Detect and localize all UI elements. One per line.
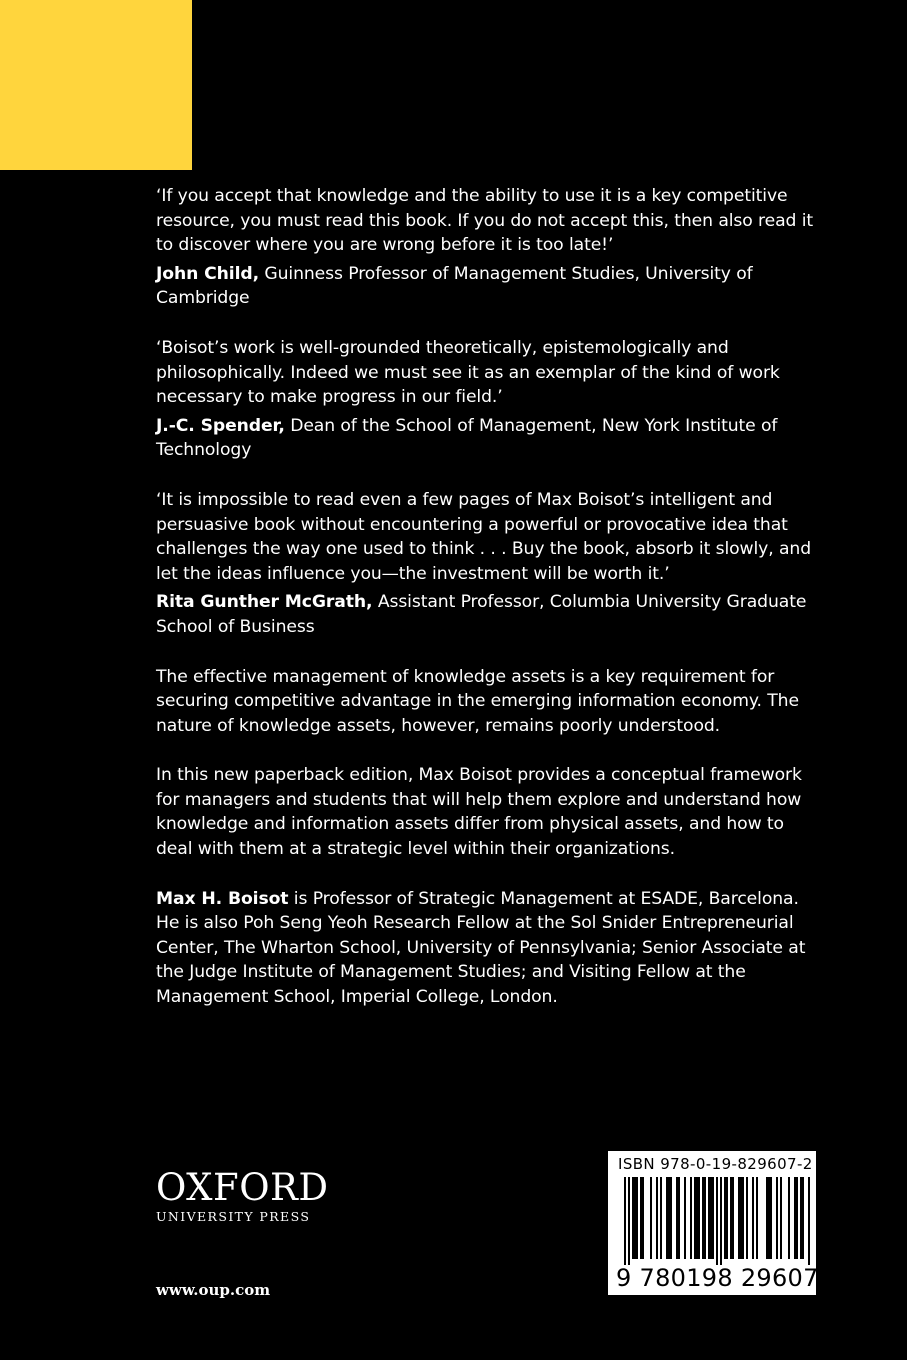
description-paragraph-2: In this new paperback edition, Max Boisot provides a conceptual framework for managers and students that will help them explore and understand how knowledge and information assets differ from physical assets, and how to deal with them at a strategic level within their organizations. [156, 765, 802, 860]
barcode-bar [640, 1177, 642, 1259]
barcode-bar [666, 1177, 668, 1259]
barcode-bar [726, 1177, 728, 1259]
endorser-name: John Child, [156, 263, 260, 284]
barcode-bar [740, 1177, 742, 1259]
endorsement-1 [156, 184, 816, 311]
barcode-bar [752, 1177, 754, 1259]
endorsement-quote: ‘It is impossible to read even a few pages of Max Boisot’s intelligent and persuasive book without encountering a powerful or provocative idea that challenges the way one used to think . . . Buy the book, absorb it slowly, and let the ideas influence you—the investment will be worth it.’ [156, 489, 812, 584]
author-name: Max H. Boisot [156, 888, 289, 909]
barcode-bar [690, 1177, 692, 1259]
publisher-website: www.oup.com [156, 1281, 271, 1299]
isbn-label: ISBN 978-0-19-829607-2 [618, 1155, 813, 1173]
publisher-name: OXFORD [156, 1166, 329, 1209]
barcode-bar [808, 1177, 810, 1265]
barcode-bars [612, 1177, 812, 1265]
barcode-bar [634, 1177, 636, 1259]
back-cover-text [156, 184, 816, 1010]
barcode-bar [684, 1177, 686, 1259]
barcode-bar [776, 1177, 778, 1259]
barcode-bar [708, 1177, 710, 1259]
barcode-bar [678, 1177, 680, 1259]
isbn-barcode [608, 1151, 835, 1295]
barcode-bar [756, 1177, 758, 1259]
barcode-bar [698, 1177, 700, 1259]
barcode-bar [694, 1177, 696, 1259]
barcode-bar [780, 1177, 782, 1259]
endorser-title: Assistant Professor, Columbia University Graduate School of Business [156, 592, 807, 637]
barcode-bar [696, 1177, 698, 1259]
barcode-bar [636, 1177, 638, 1259]
barcode-bar [800, 1177, 802, 1259]
endorser-title: Dean of the School of Management, New York Institute of Technology [156, 415, 778, 461]
description-paragraph-1: The effective management of knowledge assets is a key requirement for securing competitive advantage in the emerging information economy. The nature of knowledge assets, however, remains poorly understood. [156, 666, 799, 736]
endorser-name: J.-C. Spender, [156, 415, 285, 436]
barcode-bar [794, 1177, 796, 1259]
barcode-bar [738, 1177, 740, 1259]
yellow-accent-block [0, 0, 192, 170]
endorsement-attribution [156, 590, 816, 639]
endorsement-attribution [156, 414, 816, 463]
publisher-logo [156, 1168, 356, 1224]
barcode-bar [724, 1177, 726, 1259]
barcode-bar [660, 1177, 662, 1259]
barcode-bar [668, 1177, 670, 1259]
barcode-bar [704, 1177, 706, 1259]
barcode-bar [766, 1177, 768, 1259]
barcode-bar [702, 1177, 704, 1259]
barcode-bar [710, 1177, 712, 1259]
barcode-bar [742, 1177, 744, 1259]
barcode-bar [712, 1177, 714, 1259]
barcode-bar [730, 1177, 732, 1259]
barcode-digits: 9 780198 296072 [616, 1264, 835, 1292]
author-bio [156, 887, 816, 1010]
barcode-bar [768, 1177, 770, 1259]
barcode-bar [642, 1177, 644, 1259]
barcode-bar [770, 1177, 772, 1259]
barcode-bar [676, 1177, 678, 1259]
barcode-bar [716, 1177, 718, 1265]
endorsement-2 [156, 336, 816, 463]
barcode-bar [624, 1177, 626, 1265]
barcode-bar [650, 1177, 652, 1259]
endorsement-3 [156, 488, 816, 640]
publisher-subname: UNIVERSITY PRESS [156, 1209, 311, 1224]
barcode-bar [788, 1177, 790, 1259]
barcode-bar [732, 1177, 734, 1259]
endorser-name: Rita Gunther McGrath, [156, 592, 373, 613]
endorser-title: Guinness Professor of Management Studies, University of Cambridge [156, 263, 753, 309]
barcode-bar [796, 1177, 798, 1259]
endorsement-attribution [156, 262, 816, 311]
barcode-bar [670, 1177, 672, 1259]
endorsement-quote: ‘Boisot’s work is well-grounded theoretically, epistemologically and philosophically. Indeed we must see it as an exemplar of the kind of work necessary to make progress in our field.’ [156, 337, 780, 408]
barcode-bar [632, 1177, 634, 1259]
barcode-bar [746, 1177, 748, 1259]
author-bio-text: is Professor of Strategic Management at ESADE, Barcelona. He is also Poh Seng Yeoh Research Fellow at the Sol Snider Entrepreneurial Center, The Wharton School, University of Pennsylvania; Senior Associate at the Judge Institute of Management Studies; and Visiting Fellow at the Management School, Imperial College, London. [156, 888, 806, 1008]
barcode-bar [656, 1177, 658, 1259]
barcode-bar [720, 1177, 722, 1265]
endorsement-quote: ‘If you accept that knowledge and the ability to use it is a key competitive resource, you must read this book. If you do not accept this, then also read it to discover where you are wrong before it is too late!’ [156, 186, 814, 256]
barcode-bar [802, 1177, 804, 1259]
barcode-bar [628, 1177, 630, 1265]
